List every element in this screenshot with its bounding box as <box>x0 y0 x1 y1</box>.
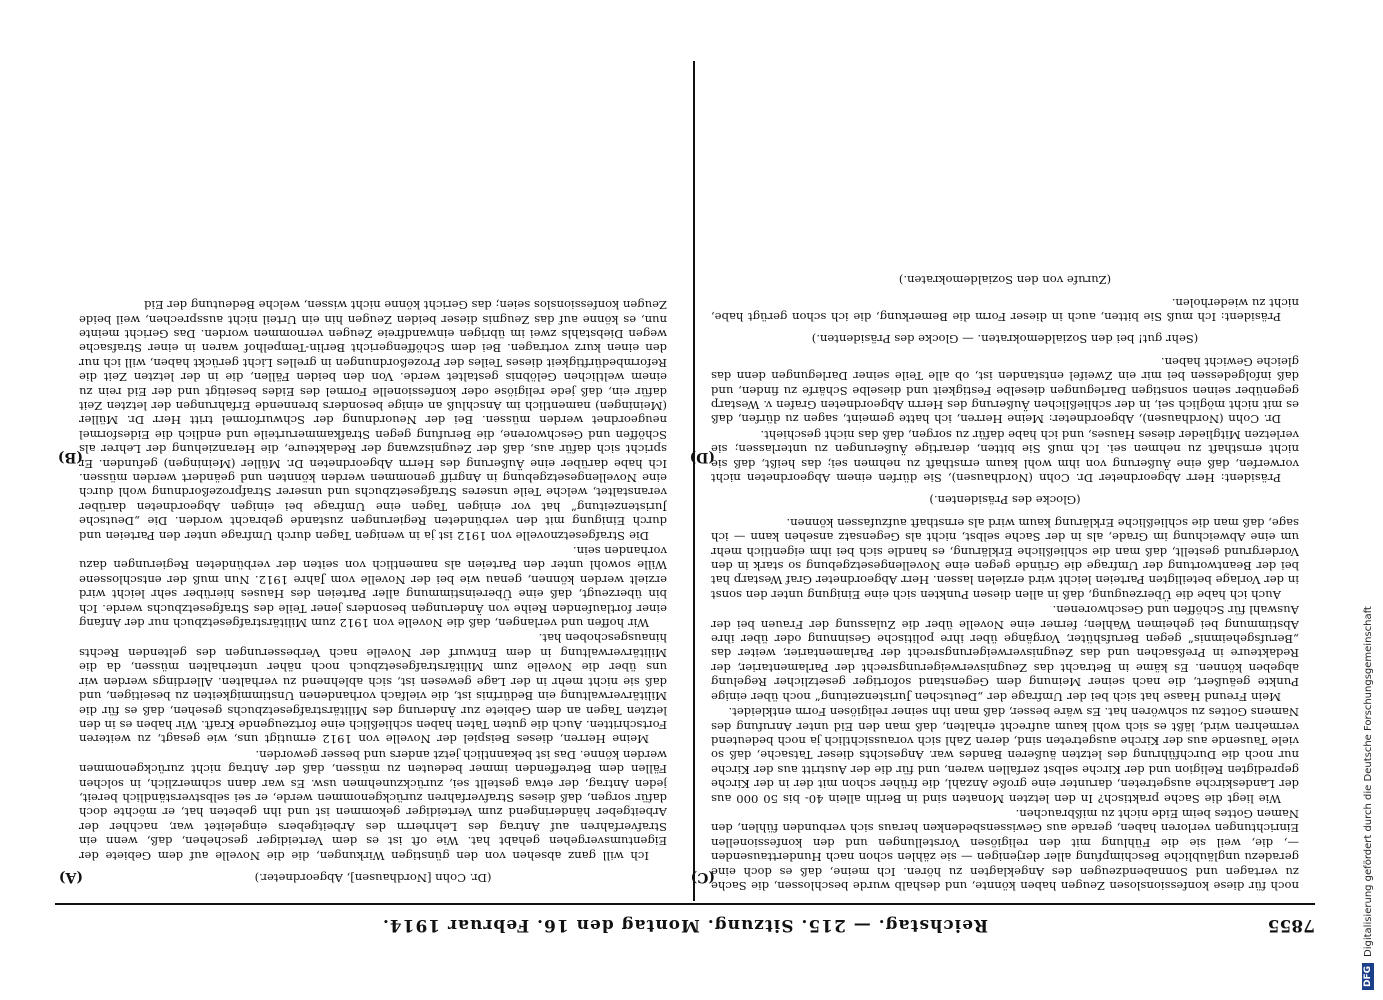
marker-a: (A) <box>58 869 83 885</box>
header-rule <box>55 903 1315 905</box>
paragraph: Präsident: Herr Abgeordneter Dr. Cohn (Nordhausen), Sie dürfen einem Abgeordneten nicht vorwerfen, daß eine Äußerung von ihm wohl kaum ernsthaft zu nehmen sei; das heißt, daß sie nicht ernsthaft zu nehmen sei. Ich muß Sie bitten, derartige Äußerungen zu unterlassen; sie verletzen Mitglieder dieses Hauses, und ich habe dafür zu sorgen, daß das nicht geschieht. <box>711 427 1299 486</box>
right-column <box>79 63 667 893</box>
paragraph: Auch ich habe die Überzeugung, daß in allen diesen Punkten sich eine Einigung unter den sonst in der Vorlage beteiligten Parteien leicht wird erzielen lassen. Herr Abgeordneter Graf Westarp hat bei der Beantwortung der Umfrage die Gründe gegen eine Novellengesetzgebung so stark in den Vordergrund gestellt, daß man die schließliche Erklärung, es handle sich bei ihm eigentlich mehr um eine Abweichung im Grade, als in der Sache selbst, nicht als Gegensatz ansehen kann — ich sage, daß man die schließliche Erklärung kaum wird als ernsthaft aufzufassen können. <box>711 515 1299 602</box>
paragraph: Die Strafgesetznovelle von 1912 ist ja in wenigen Tagen durch Umfrage unter den Parteien und durch Einigung mit den verbündeten Regierungen zustande gebracht worden. Die „Deutsche Juristenzeitung“ hat vor einigen Tagen eine Umfrage bei einigen Abgeordneten darüber veranstaltet, welche Teile unseres Strafgesetzbuchs und unserer Strafprozeßordnung wohl durch eine Novellengesetzgebung in Angriff genommen werden könnten und geändert werden müssen. Ich habe darüber eine Äußerung des Herrn Abgeordneten Dr. Müller (Meiningen) gefunden. Er spricht sich dafür aus, daß der Zeugniszwang der Redakteure, die Heranziehung der Lehrer als Schöffen und Geschworene, die Berufung gegen Strafkammerurteile und endlich die Eidesformel neugeordnet werden müssen. Bei der Neuordnung der Schwurformel tritt Herr Dr. Müller (Meiningen) namentlich im Anschluß an einige besonders brennende Erfahrungen der letzten Zeit dafür ein, daß jede religiöse oder konfessionelle Formel des Eides beseitigt und der Eid rein zu einem weltlichen Gelöbnis gestaltet werde. Von den beiden Fällen, die in der letzten Zeit die Reformbedürftigkeit dieses Teiles der Prozeßordnungen in grelles Licht gerückt haben, will ich nur den einen kurz vortragen. Bei dem Schöffengericht Berlin-Tempelhof waren in einer Strafsache wegen Diebstahls zwei im übrigen einwandfreie Zeugen vernommen worden. Das Gericht meinte nun, es könne auf das Zeugnis dieser beiden Zeugen hin ein Urteil nicht aussprechen, weil beide Zeugen konfessionslos seien; das Gericht könne nicht wissen, welche Bedeutung der Eid <box>79 298 667 543</box>
paragraph: Ich will ganz absehen von den günstigen Wirkungen, die die Novelle auf dem Gebiete der Eigentumsvergehen gehabt hat. Wie oft ist es dem Verteidiger geschehen, daß, wenn ein Strafverfahren auf Antrag des Lehrherrn des Arbeitgebers eingeleitet war, nachher der Arbeitgeber händeringend zum Verteidiger gekommen ist und ihn gebeten hat, er möchte doch dafür sorgen, daß dieses Strafverfahren zurückgenommen werde, er sei selbstverständlich bereit, jeden Antrag, der etwa gestellt sei, zurückzunehmen usw. Es war dann schmerzlich, in solchen Fällen dem Betreffenden immer bedeuten zu müssen, daß der Antrag nicht zurückgenommen werden könne. Das ist bekanntlich jetzt anders und besser geworden. <box>79 747 667 863</box>
page-header <box>55 905 1315 945</box>
paragraph: Dr. Cohn (Nordhausen), Abgeordneter: Meine Herren, ich hatte gemeint, sagen zu dürfen, daß es mit nicht möglich sei, in der schließlichen Äußerung des Herrn Abgeordneten Grafen v. Westarp gegenüber seinen sonstigen Darlegungen dieselbe Festigkeit und dieselbe Schärfe zu finden, und daß infolgedessen bei mir ein Zweifel entstanden ist, ob alle Teile seiner Darlegungen denn das gleiche Gewicht haben. <box>711 354 1299 427</box>
marker-d: (D) <box>689 449 715 465</box>
interjection: (Glocke des Präsidenten.) <box>929 493 1081 508</box>
paragraph: Mein Freund Haase hat sich bei der Umfrage der „Deutschen Juristenzeitung“ noch über einige Punkte geäußert, die nach seiner Meinung dem Gegenstand sofortiger gesetzlicher Regelung abgeben können. Es käme in Betracht das Zeugnisverweigerungsrecht der Parlamentarier, der Redakteure in Preßsachen und das Zeugnisverweigerungsrecht der Parlamentarier, weiter das „Berufsgeheimnis“ gegen Berufshüter, Vorgänge über ihre politische Gesinnung oder über ihre Abstimmung bei geheimen Wahlen; ferner eine Novelle über die Zulassung der Frauen bei der Auswahl für Schöffen und Geschworenen. <box>711 603 1299 704</box>
paragraph: Wie liegt die Sache praktisch? In den letzten Monaten sind in Berlin allein 40- bis 50 000 aus der Landeskirche ausgetreten, darunter eine große Anzahl, die früher schon mit der in der Kirche gepredigten Religion und der Kirche selbst zerfallen waren, und für die der Austritt aus der Kirche nur noch die Durchführung des letzten äußeren Bandes war. Angesichts dieser Tatsache, daß so viele Tausende aus der Kirche ausgetreten sind, deren Zahl sich voraussichtlich ja noch bedeutend vermehren wird, läßt es sich wohl kaum aufrecht erhalten, daß man den Eid unter Anrufung des Namens Gottes zu schwören hat. Es wäre besser, daß man ihn seiner religiösen Form entkleidet. <box>711 705 1299 806</box>
paragraph: Meine Herren, dieses Beispiel der Novelle von 1912 ermutigt uns, wie gesagt, zu weiteren Fortschritten. Auch die guten Taten haben schließlich eine fortzeugende Kraft. Wir haben es in den letzten Tagen an dem Gebiete zur Änderung des Militärstrafgesetzbuchs gesehen, daß es für die Militärverwaltung ein Bedürfnis ist, die vielfach vorhandenen Unstimmigkeiten zu beseitigen, und daß sie nicht mehr in der Lage gewesen ist, sich ablehnend zu verhalten. Allerdings werden wir uns über die Novelle zum Militärstrafgesetzbuch noch näher unterhalten müssen, da die Militärverwaltung in dem Entwurf der Novelle nach Verbesserungen des geltenden Rechts hinausgeschoben hat. <box>79 631 667 747</box>
speaker-heading: (Dr. Cohn [Nordhausen], Abgeordneter.) <box>254 871 492 885</box>
paragraph: noch für diese konfessionslosen Zeugen haben könnte, und deshalb wurde beschlossen, die Sache zu vertagen und Sonnabendzeugen des Angeklagten zu hören. Ich meine, daß es doch eine geradezu ungläubliche Beschimpfung aller derjenigen — sie zählen schon nach Hunderttausenden —, die, weil sie die Fühlung mit den religiösen Vorstellungen und den konfessionellen Einrichtungen verloren haben, gerade aus Gewissensbedenken heraus sich verbunden fühlen, den Namen Gottes beim Eide nicht zu mißbrauchen. <box>711 806 1299 893</box>
marker-b: (B) <box>57 449 83 465</box>
attribution <box>1362 606 1374 990</box>
interjection: (Zurufe von den Sozialdemokraten.) <box>898 273 1112 288</box>
dfg-logo: DFG <box>1362 963 1374 990</box>
paragraph: Wir hoffen und verlangen, daß die Novelle von 1912 zum Militärstrafgesetzbuch nur der Anfang einer fortlaufenden Reihe von Änderungen besonders jener Teile des Strafgesetzbuchs werde. Ich bin überzeugt, daß eine Übereinstimmung aller Parteien des Hauses hierüber sehr leicht wird erzielt werden können, genau wie bei der Novelle vom Jahre 1912. Nun muß der entschlossene Wille sowohl unter den Parteien als namentlich von seiten der verbündeten Regierungen dazu vorhanden sein. <box>79 544 667 631</box>
newspaper-page <box>55 55 1315 945</box>
page-number: 7855 <box>1267 915 1315 935</box>
attribution-text: Digitalisierung gefördert durch die Deutsche Forschungsgemeinschaft <box>1362 606 1374 957</box>
page-title: Reichstag. — 215. Sitzung. Montag den 16. Februar 1914. <box>381 915 989 935</box>
left-column <box>711 63 1299 893</box>
paragraph: Präsident: Ich muß Sie bitten, auch in dieser Form die Bemerkung, die ich schon gerügt habe, nicht zu wiederholen. <box>711 295 1299 324</box>
marker-c: (C) <box>690 869 715 885</box>
column-divider <box>693 61 695 901</box>
interjection: (Sehr gut! bei den Sozialdemokraten. — Glocke des Präsidenten.) <box>811 332 1199 347</box>
